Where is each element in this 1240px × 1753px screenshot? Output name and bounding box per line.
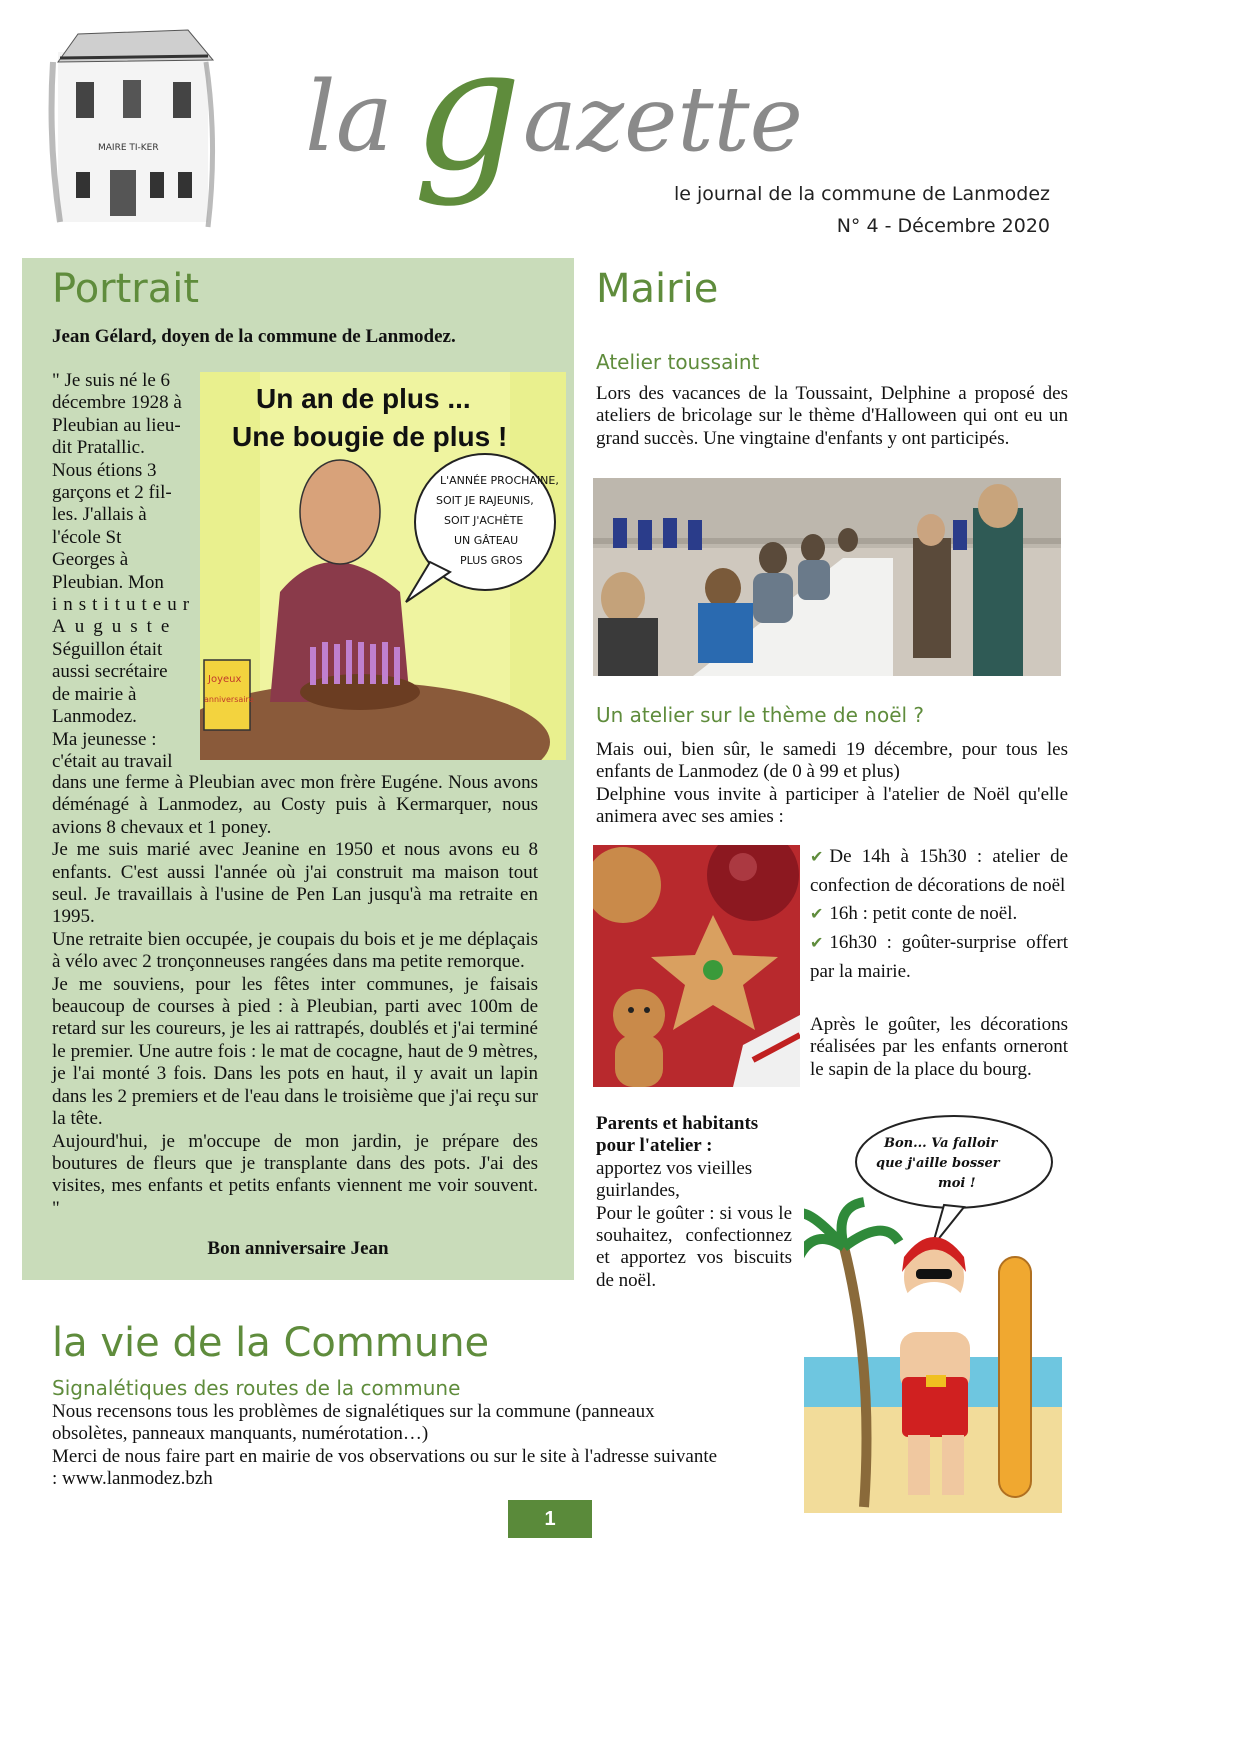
checklist-item-text: 16h : petit conte de noël. — [829, 903, 1018, 924]
portrait-lead: Jean Gélard, doyen de la commune de Lanmodez. — [52, 326, 456, 347]
narrow-line: Ma jeunesse : — [52, 728, 157, 750]
sign-anniversaire: anniversaire — [204, 695, 254, 704]
cartoon-headline-1: Un an de plus ... — [256, 383, 471, 414]
portrait-paragraph: Aujourd'hui, je m'occupe de mon jardin, je prépare des boutures de fleurs que je transplante dans des pots. J'ai des visites, mes enfants et petits enfants viennent me voir souvent. " — [52, 1130, 538, 1219]
atelier-toussaint-text: Lors des vacances de la Toussaint, Delphine a proposé des ateliers de bricolage sur le thème d'Halloween qui ont eu un grand succès. Une vingtaine d'enfants y ont participés. — [596, 383, 1068, 449]
santa-bubble-1: Bon... Va falloir — [884, 1136, 998, 1151]
checklist-item-text: 16h30 : goûter-surprise offert par la mairie. — [810, 932, 1068, 982]
bubble-line-2: SOIT JE RAJEUNIS, — [436, 494, 534, 507]
narrow-line: instituteur — [52, 594, 196, 616]
parents-bold: Parents et habitants pour l'atelier : — [596, 1113, 759, 1157]
bubble-line-5: PLUS GROS — [460, 554, 523, 567]
mairie-sketch-logo — [48, 22, 218, 232]
narrow-line: Lanmodez. — [52, 706, 137, 728]
portrait-heading: Portrait — [52, 266, 200, 312]
narrow-line: Pleubian. Mon — [52, 571, 164, 593]
portrait-narrow-column — [52, 370, 196, 773]
portrait-signoff: Bon anniversaire Jean — [207, 1238, 389, 1259]
narrow-line: Georges à — [52, 549, 129, 571]
commune-heading: la vie de la Commune — [52, 1320, 490, 1366]
signaletique-heading: Signalétiques des routes de la commune — [52, 1376, 461, 1400]
gingerbread-photo — [593, 845, 800, 1087]
title-rest: azette — [523, 67, 803, 172]
sign-joyeux: Joyeux — [208, 674, 242, 685]
narrow-line: garçons et 2 fil- — [52, 482, 172, 504]
parents-text-1: apportez vos vieilles guirlandes, — [596, 1157, 753, 1202]
check-icon: ✔ — [810, 849, 824, 866]
noel-text-2: Delphine vous invite à participer à l'atelier de Noël qu'elle animera avec ses amies : — [596, 783, 1068, 828]
bubble-line-4: UN GÂTEAU — [454, 534, 519, 547]
narrow-line: de mairie à — [52, 683, 137, 705]
narrow-line: Pleubian au lieu- — [52, 414, 181, 436]
narrow-line: les. J'allais à — [52, 504, 147, 526]
narrow-line: aussi secrétaire — [52, 661, 168, 683]
portrait-paragraph: Je me souviens, pour les fêtes inter communes, je faisais beaucoup de courses à pied : à Pleubian, parti avec 100m de retard sur les coureurs, je les ai rattrapés, doublés et j'ai terminé le premier. Une autre fois : le mat de cocagne, haut de 9 mètres, je l'ai monté 3 fois. Dans les pots en haut, il y avait un lapin dans les 2 premiers et de l'eau dans le troisième que j'ai reçu sur la tête. — [52, 973, 538, 1130]
santa-beach-cartoon — [804, 1107, 1062, 1513]
narrow-line: Nous étions 3 — [52, 459, 157, 481]
noel-checklist — [810, 843, 1068, 986]
masthead-subtitle — [674, 178, 1050, 242]
birthday-cartoon — [200, 372, 566, 760]
check-icon: ✔ — [810, 906, 824, 923]
title-g: g — [413, 50, 522, 209]
title-la: la — [305, 61, 393, 173]
journal-tagline: le journal de la commune de Lanmodez — [673, 183, 1050, 205]
after-gouter-text: Après le goûter, les décorations réalisées par les enfants orneront le sapin de la place du bourg. — [810, 1014, 1068, 1080]
santa-bubble-2: que j'aille bosser — [876, 1156, 1000, 1171]
atelier-noel-heading: Un atelier sur le thème de noël ? — [596, 703, 925, 727]
bubble-line-3: SOIT J'ACHÈTE — [444, 514, 524, 527]
narrow-line: l'école St — [52, 526, 122, 548]
narrow-line: Séguillon était — [52, 638, 163, 660]
atelier-noel-intro — [596, 739, 1068, 829]
portrait-paragraph: dans une ferme à Pleubian avec mon frère Eugéne. Nous avons déménagé à Lanmodez, au Costy puis à Kermarquer, nous avions 8 chevaux et 1 poney. — [52, 772, 538, 838]
parents-text-2: Pour le goûter : si vous le souhaitez, confectionnez et apportez vos biscuits de noël. — [596, 1202, 792, 1291]
page-number: 1 — [508, 1500, 592, 1538]
portrait-body — [52, 772, 538, 1220]
signaletique-text — [52, 1401, 718, 1491]
portrait-paragraph: Une retraite bien occupée, je coupais du bois et je me déplaçais à vélo avec 2 tronçonneuses rangées dans ma petite remorque. — [52, 928, 538, 973]
narrow-line: Auguste — [52, 616, 179, 638]
narrow-line: dit Pratallic. — [52, 437, 145, 459]
santa-bubble-3: moi ! — [938, 1176, 976, 1191]
atelier-toussaint-heading: Atelier toussaint — [596, 350, 760, 374]
portrait-paragraph: Je me suis marié avec Jeanine en 1950 et nous avons eu 8 enfants. C'est aussi l'année où j'ai construit ma maison tout seul. Je travaillais à l'usine de Pen Lan jusqu'à ma retraite en 1995. — [52, 839, 538, 928]
checklist-item — [810, 900, 1068, 929]
bubble-line-1: L'ANNÉE PROCHAINE, — [440, 474, 559, 487]
noel-text-1: Mais oui, bien sûr, le samedi 19 décembre, pour tous les enfants de Lanmodez (de 0 à 99 et plus) — [596, 739, 1068, 783]
signaletique-text-1: Nous recensons tous les problèmes de signalétiques sur la commune (panneaux obsolètes, panneaux manquants, numérotation…) — [52, 1401, 655, 1445]
narrow-line: " Je suis né le 6 — [52, 370, 171, 391]
checklist-item — [810, 929, 1068, 986]
narrow-line: décembre 1928 à — [52, 392, 182, 414]
checklist-item-text: De 14h à 15h30 : atelier de confection de décorations de noël — [810, 846, 1068, 896]
cartoon-headline-2: Une bougie de plus ! — [232, 421, 508, 452]
narrow-line: c'était au travail — [52, 750, 173, 772]
signaletique-text-2: Merci de nous faire part en mairie de vos observations ou sur le site à l'adresse suivante : www.lanmodez.bzh — [52, 1445, 718, 1490]
svg-text:MAIRE TI-KER: MAIRE TI-KER — [98, 143, 159, 153]
check-icon: ✔ — [810, 935, 824, 952]
mairie-heading: Mairie — [596, 266, 719, 312]
atelier-photo — [593, 478, 1061, 676]
parents-block — [596, 1113, 792, 1292]
checklist-item — [810, 843, 1068, 900]
issue-number: N° 4 - Décembre 2020 — [836, 215, 1050, 237]
